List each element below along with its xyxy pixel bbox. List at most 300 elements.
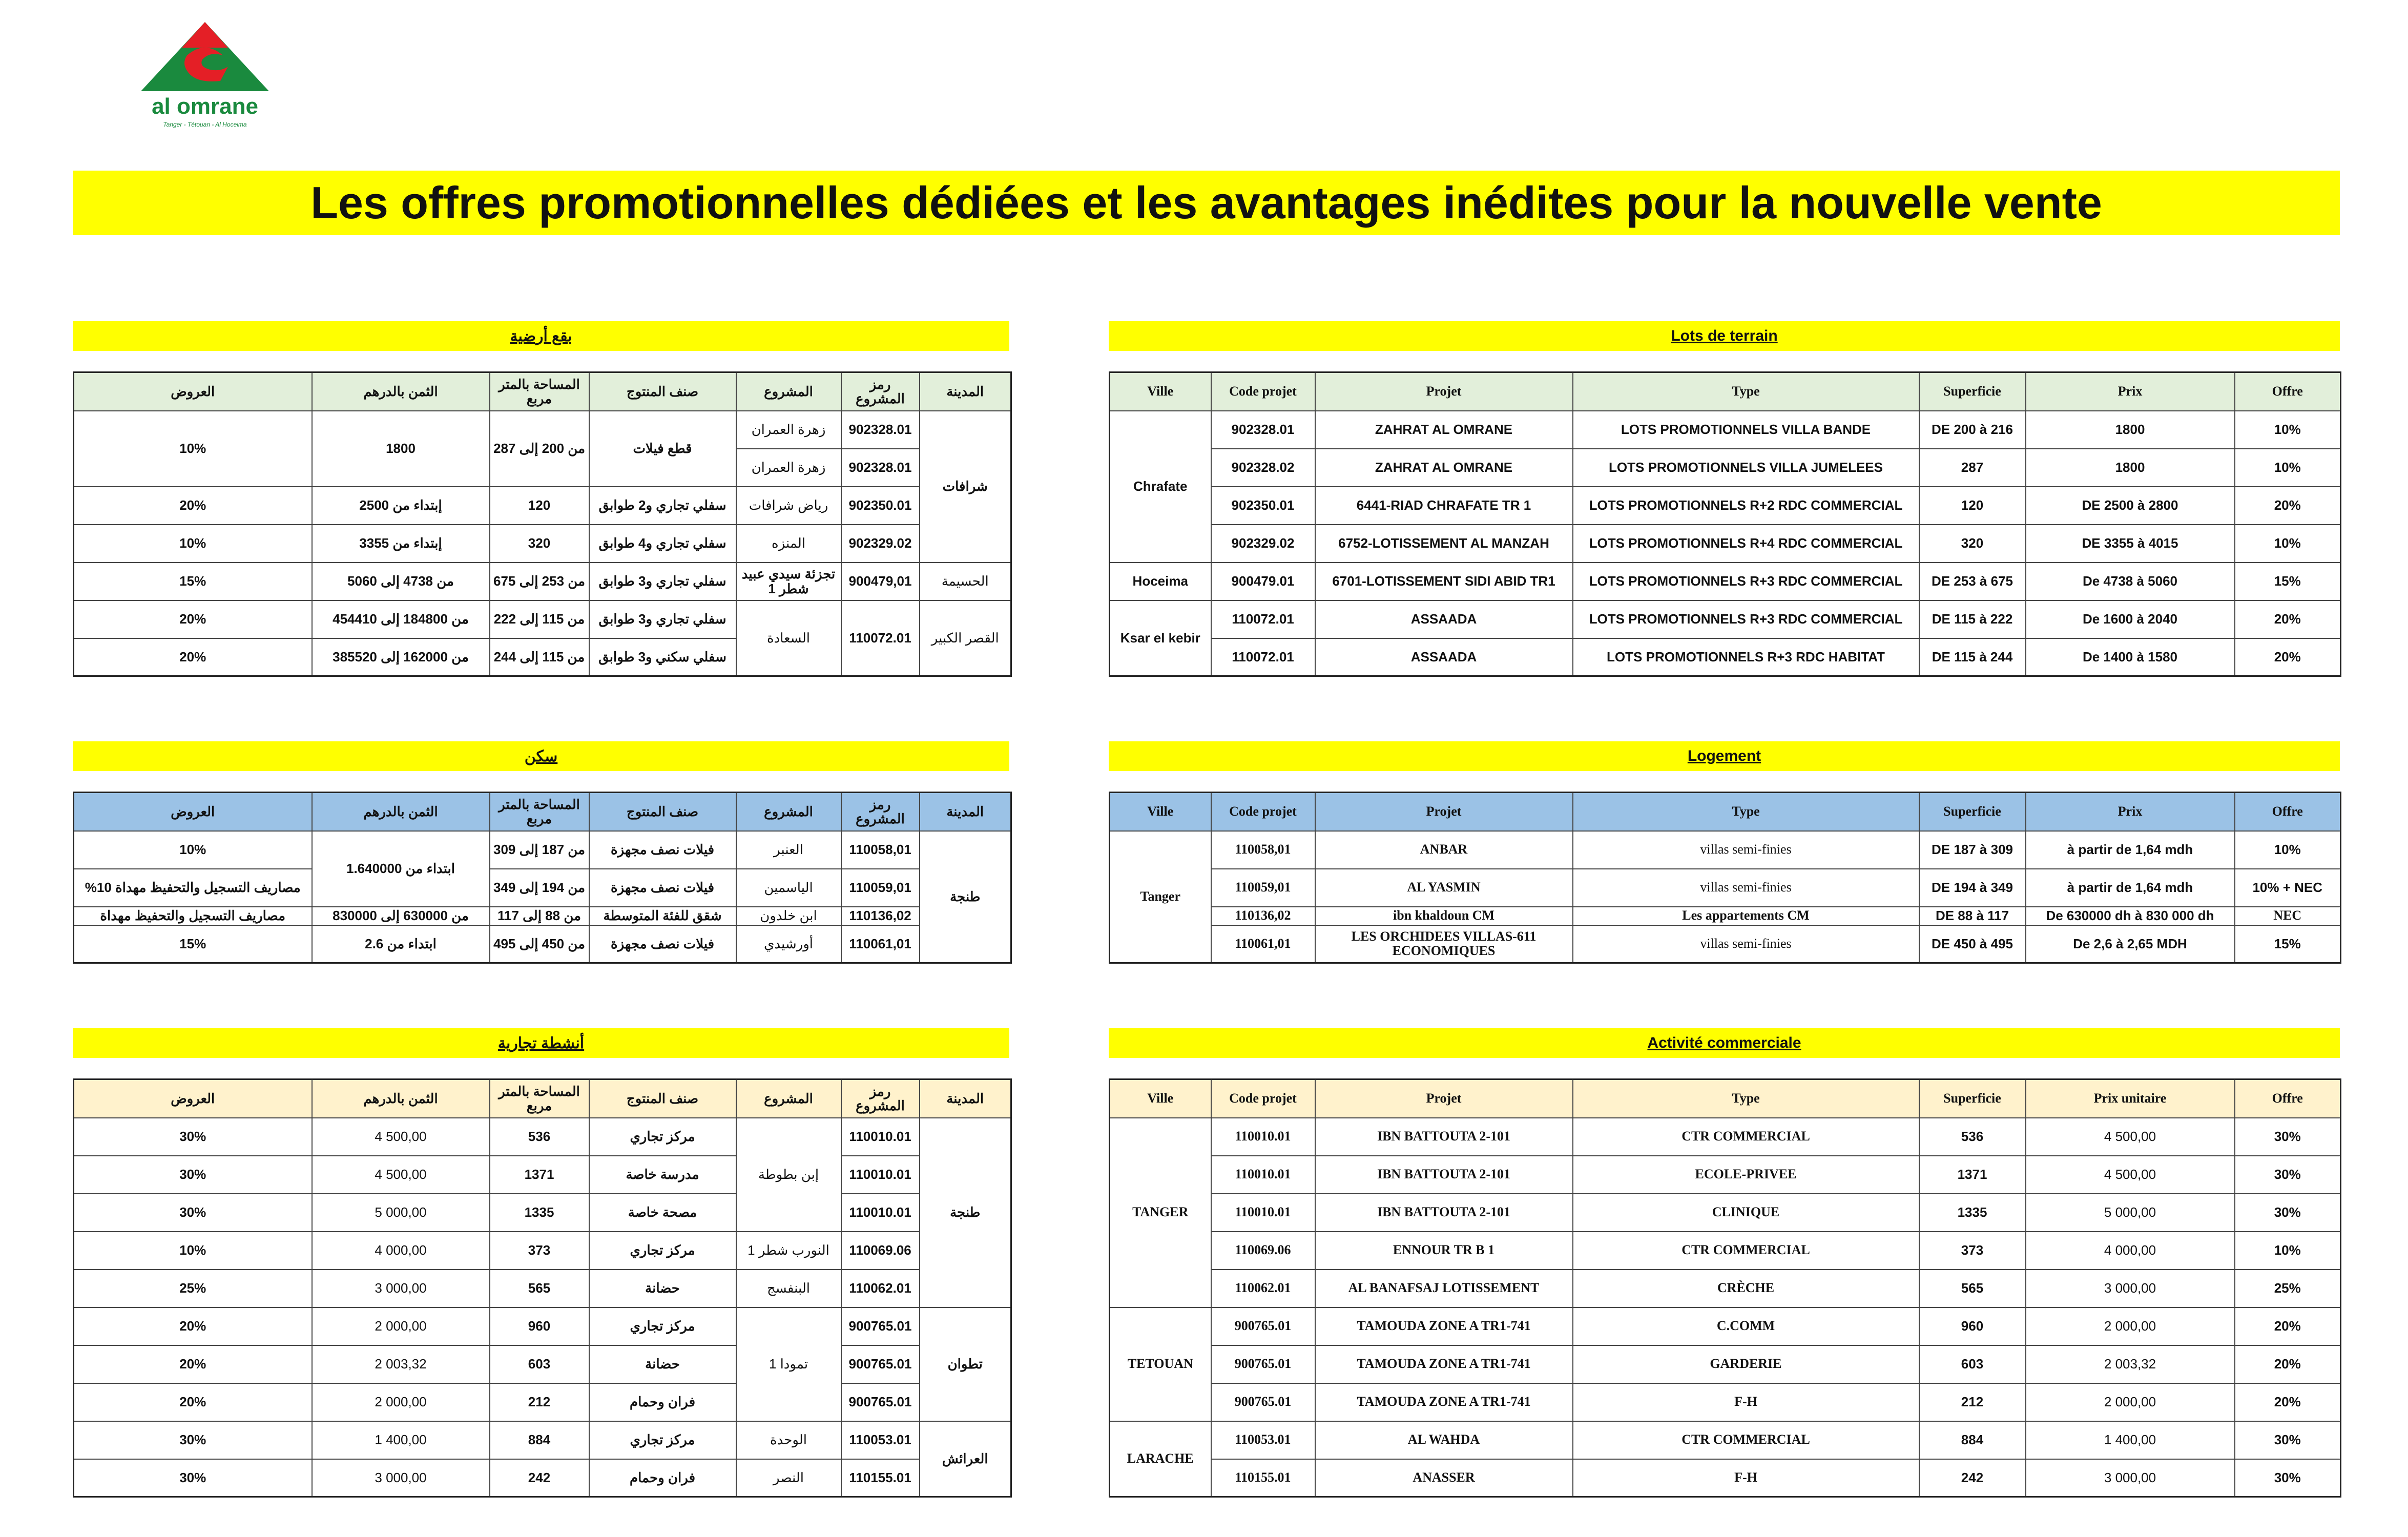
cell-area: 373 xyxy=(1919,1232,2026,1270)
cell-project: ENNOUR TR B 1 xyxy=(1315,1232,1573,1270)
cell-area: 242 xyxy=(1919,1459,2026,1497)
cell-type: LOTS PROMOTIONNELS VILLA BANDE xyxy=(1573,411,1919,449)
cell-code: 902329.02 xyxy=(841,525,920,563)
cell-offer: 20% xyxy=(2235,1383,2341,1421)
cell-project: ANASSER xyxy=(1315,1459,1573,1497)
cell-price: 1800 xyxy=(312,411,490,487)
table-fr-land xyxy=(1109,371,2341,677)
cell-type: CLINIQUE xyxy=(1573,1194,1919,1232)
cell-area: DE 115 à 222 xyxy=(1919,600,2026,638)
cell-price: ابتداء من 2.6 xyxy=(312,925,490,963)
col-code: Code projet xyxy=(1211,372,1315,411)
cell-code: 110010.01 xyxy=(841,1118,920,1156)
cell-type: villas semi-finies xyxy=(1573,925,1919,963)
cell-project: أورشيدي xyxy=(736,925,841,963)
cell-type: مصحة خاصة xyxy=(589,1194,736,1232)
cell-offer: 10% xyxy=(2235,449,2341,487)
cell-type: سفلي تجاري و4 طوابق xyxy=(589,525,736,563)
cell-price: 2 000,00 xyxy=(2026,1307,2235,1345)
cell-offer: 30% xyxy=(2235,1118,2341,1156)
col-project: المشروع xyxy=(736,793,841,831)
cell-area: DE 450 à 495 xyxy=(1919,925,2026,963)
cell-offer: 20% xyxy=(74,638,312,676)
cell-offer: 20% xyxy=(2235,487,2341,525)
cell-project: ANBAR xyxy=(1315,831,1573,869)
cell-project: 6441-RIAD CHRAFATE TR 1 xyxy=(1315,487,1573,525)
cell-area: 884 xyxy=(1919,1421,2026,1459)
cell-area: 1335 xyxy=(1919,1194,2026,1232)
cell-area: 960 xyxy=(490,1307,589,1345)
cell-code: 110061,01 xyxy=(1211,925,1315,963)
cell-project: AL WAHDA xyxy=(1315,1421,1573,1459)
cell-project: AL YASMIN xyxy=(1315,869,1573,907)
cell-type: سفلي سكني و3 طوابق xyxy=(589,638,736,676)
table-ar-commercial xyxy=(73,1078,1012,1498)
section-title-ar-housing: سكن xyxy=(73,741,1009,771)
cell-project: ASSAADA xyxy=(1315,600,1573,638)
cell-offer: 10% xyxy=(2235,411,2341,449)
cell-type: villas semi-finies xyxy=(1573,831,1919,869)
cell-project: TAMOUDA ZONE A TR1-741 xyxy=(1315,1307,1573,1345)
cell-type: مركز تجاري xyxy=(589,1232,736,1270)
col-project: Projet xyxy=(1315,793,1573,831)
cell-project: ibn khaldoun CM xyxy=(1315,907,1573,925)
cell-project: IBN BATTOUTA 2-101 xyxy=(1315,1194,1573,1232)
cell-type: villas semi-finies xyxy=(1573,869,1919,907)
cell-offer: 30% xyxy=(74,1118,312,1156)
cell-type: Les appartements CM xyxy=(1573,907,1919,925)
cell-area: 242 xyxy=(490,1459,589,1497)
col-project: المشروع xyxy=(736,1079,841,1118)
cell-price: 2 003,32 xyxy=(2026,1345,2235,1383)
cell-offer: 30% xyxy=(74,1459,312,1497)
cell-code: 900479.01 xyxy=(1211,563,1315,600)
cell-price: 4 000,00 xyxy=(312,1232,490,1270)
cell-project: إبن بطوطة xyxy=(736,1118,841,1232)
cell-offer: 10% + NEC xyxy=(2235,869,2341,907)
cell-project: زهرة العمران xyxy=(736,449,841,487)
cell-price: 4 000,00 xyxy=(2026,1232,2235,1270)
logo-tagline: Tanger - Tétouan - Al Hoceima xyxy=(163,121,247,128)
cell-type: فران وحمام xyxy=(589,1459,736,1497)
cell-price: à partir de 1,64 mdh xyxy=(2026,869,2235,907)
cell-code: 110155.01 xyxy=(1211,1459,1315,1497)
cell-project: الياسمين xyxy=(736,869,841,907)
cell-area: 212 xyxy=(490,1383,589,1421)
cell-area: 884 xyxy=(490,1421,589,1459)
cell-offer: 30% xyxy=(2235,1421,2341,1459)
section-title-fr-land: Lots de terrain xyxy=(1109,321,2340,351)
col-area: Superficie xyxy=(1919,372,2026,411)
cell-type: LOTS PROMOTIONNELS R+2 RDC COMMERCIAL xyxy=(1573,487,1919,525)
cell-code: 110010.01 xyxy=(1211,1118,1315,1156)
cell-code: 900765.01 xyxy=(841,1345,920,1383)
cell-area: 320 xyxy=(1919,525,2026,563)
cell-area: DE 194 à 349 xyxy=(1919,869,2026,907)
col-city: Ville xyxy=(1110,372,1211,411)
table-fr-commercial xyxy=(1109,1078,2341,1498)
cell-offer: 15% xyxy=(2235,925,2341,963)
cell-offer: 30% xyxy=(74,1194,312,1232)
section-title-fr-commercial: Activité commerciale xyxy=(1109,1028,2340,1058)
cell-type: LOTS PROMOTIONNELS VILLA JUMELEES xyxy=(1573,449,1919,487)
cell-project: تمودا 1 xyxy=(736,1307,841,1421)
cell-project: AL BANAFSAJ LOTISSEMENT xyxy=(1315,1270,1573,1307)
cell-code: 110136,02 xyxy=(1211,907,1315,925)
cell-type: LOTS PROMOTIONNELS R+4 RDC COMMERCIAL xyxy=(1573,525,1919,563)
cell-price: ابتداء من 1.640000 xyxy=(312,831,490,907)
cell-offer: 30% xyxy=(2235,1156,2341,1194)
cell-price: 1 400,00 xyxy=(2026,1421,2235,1459)
cell-price: DE 2500 à 2800 xyxy=(2026,487,2235,525)
cell-code: 902350.01 xyxy=(841,487,920,525)
cell-type: CRÈCHE xyxy=(1573,1270,1919,1307)
col-type: صنف المنتوج xyxy=(589,372,736,411)
col-price: الثمن بالدرهم xyxy=(312,372,490,411)
cell-offer: 30% xyxy=(2235,1194,2341,1232)
col-type: صنف المنتوج xyxy=(589,1079,736,1118)
col-area: المساحة بالمتر مربع xyxy=(490,372,589,411)
table-ar-land xyxy=(73,371,1012,677)
cell-project: العنبر xyxy=(736,831,841,869)
cell-area: 536 xyxy=(490,1118,589,1156)
cell-type: مركز تجاري xyxy=(589,1307,736,1345)
section-title-ar-land: بقع أرضية xyxy=(73,321,1009,351)
cell-type: LOTS PROMOTIONNELS R+3 RDC HABITAT xyxy=(1573,638,1919,676)
cell-project: الوحدة xyxy=(736,1421,841,1459)
cell-price: De 1600 à 2040 xyxy=(2026,600,2235,638)
col-offer: العروض xyxy=(74,372,312,411)
cell-project: ابن خلدون xyxy=(736,907,841,925)
col-code: Code projet xyxy=(1211,1079,1315,1118)
cell-area: DE 88 à 117 xyxy=(1919,907,2026,925)
cell-price: De 1400 à 1580 xyxy=(2026,638,2235,676)
cell-code: 900765.01 xyxy=(841,1307,920,1345)
cell-project: البنفسج xyxy=(736,1270,841,1307)
cell-price: à partir de 1,64 mdh xyxy=(2026,831,2235,869)
cell-offer: 10% xyxy=(74,1232,312,1270)
cell-type: LOTS PROMOTIONNELS R+3 RDC COMMERCIAL xyxy=(1573,600,1919,638)
col-price: الثمن بالدرهم xyxy=(312,1079,490,1118)
cell-code: 900479,01 xyxy=(841,563,920,600)
col-area: المساحة بالمتر مربع xyxy=(490,1079,589,1118)
cell-type: LOTS PROMOTIONNELS R+3 RDC COMMERCIAL xyxy=(1573,563,1919,600)
cell-type: حضانة xyxy=(589,1345,736,1383)
cell-code: 902329.02 xyxy=(1211,525,1315,563)
cell-type: فيلات نصف مجهزة xyxy=(589,925,736,963)
cell-city: TETOUAN xyxy=(1110,1307,1211,1421)
cell-price: من 630000 إلى 830000 xyxy=(312,907,490,925)
cell-code: 110010.01 xyxy=(1211,1156,1315,1194)
cell-project: ZAHRAT AL OMRANE xyxy=(1315,411,1573,449)
cell-area: 565 xyxy=(1919,1270,2026,1307)
cell-area: 212 xyxy=(1919,1383,2026,1421)
cell-offer: 20% xyxy=(74,1383,312,1421)
cell-project: 6701-LOTISSEMENT SIDI ABID TR1 xyxy=(1315,563,1573,600)
cell-area: 565 xyxy=(490,1270,589,1307)
logo xyxy=(138,19,272,137)
col-city: Ville xyxy=(1110,1079,1211,1118)
cell-offer: NEC xyxy=(2235,907,2341,925)
cell-project: TAMOUDA ZONE A TR1-741 xyxy=(1315,1345,1573,1383)
cell-area: من 194 إلى 349 xyxy=(490,869,589,907)
cell-area: من 115 إلى 222 xyxy=(490,600,589,638)
cell-price: من 162000 إلى 385520 xyxy=(312,638,490,676)
cell-offer: 20% xyxy=(74,600,312,638)
col-price: Prix xyxy=(2026,793,2235,831)
cell-area: من 88 إلى 117 xyxy=(490,907,589,925)
cell-area: DE 187 à 309 xyxy=(1919,831,2026,869)
col-type: Type xyxy=(1573,793,1919,831)
cell-offer: 25% xyxy=(2235,1270,2341,1307)
cell-type: شقق للفئة المتوسطة xyxy=(589,907,736,925)
cell-price: 2 000,00 xyxy=(312,1307,490,1345)
cell-code: 110053.01 xyxy=(1211,1421,1315,1459)
cell-price: 1 400,00 xyxy=(312,1421,490,1459)
cell-city: طنجة xyxy=(920,1118,1011,1307)
cell-type: قطع فيلات xyxy=(589,411,736,487)
cell-type: مركز تجاري xyxy=(589,1118,736,1156)
col-project: المشروع xyxy=(736,372,841,411)
cell-city: Hoceima xyxy=(1110,563,1211,600)
col-offer: العروض xyxy=(74,793,312,831)
col-area: المساحة بالمتر مربع xyxy=(490,793,589,831)
cell-code: 110155.01 xyxy=(841,1459,920,1497)
cell-offer: 10% xyxy=(2235,1232,2341,1270)
cell-code: 110061,01 xyxy=(841,925,920,963)
cell-project: النورب شطر 1 xyxy=(736,1232,841,1270)
cell-city: Tanger xyxy=(1110,831,1211,963)
cell-type: فران وحمام xyxy=(589,1383,736,1421)
cell-offer: 20% xyxy=(2235,1345,2341,1383)
cell-price: De 4738 à 5060 xyxy=(2026,563,2235,600)
cell-price: 2 000,00 xyxy=(2026,1383,2235,1421)
cell-price: 3 000,00 xyxy=(2026,1459,2235,1497)
cell-type: CTR COMMERCIAL xyxy=(1573,1118,1919,1156)
cell-city: Ksar el kebir xyxy=(1110,600,1211,676)
col-unit-price: Prix unitaire xyxy=(2026,1079,2235,1118)
cell-type: F-H xyxy=(1573,1459,1919,1497)
cell-offer: 10% xyxy=(2235,831,2341,869)
col-type: Type xyxy=(1573,1079,1919,1118)
cell-price: إبتداء من 2500 xyxy=(312,487,490,525)
section-title-fr-housing: Logement xyxy=(1109,741,2340,771)
cell-area: من 253 إلى 675 xyxy=(490,563,589,600)
cell-type: CTR COMMERCIAL xyxy=(1573,1421,1919,1459)
cell-price: 3 000,00 xyxy=(312,1459,490,1497)
cell-offer: 10% xyxy=(74,525,312,563)
cell-type: سفلي تجاري و3 طوابق xyxy=(589,563,736,600)
cell-city: شرافات xyxy=(920,411,1011,563)
cell-offer: 10% xyxy=(74,411,312,487)
cell-project: النصر xyxy=(736,1459,841,1497)
cell-area: 960 xyxy=(1919,1307,2026,1345)
col-area: Superficie xyxy=(1919,1079,2026,1118)
cell-code: 110058,01 xyxy=(841,831,920,869)
cell-price: 5 000,00 xyxy=(312,1194,490,1232)
cell-city: Chrafate xyxy=(1110,411,1211,563)
col-city: Ville xyxy=(1110,793,1211,831)
col-type: Type xyxy=(1573,372,1919,411)
cell-project: زهرة العمران xyxy=(736,411,841,449)
page-title: Les offres promotionnelles dédiées et les avantages inédites pour la nouvelle vente xyxy=(73,171,2340,235)
cell-code: 110072.01 xyxy=(841,600,920,676)
cell-code: 110136,02 xyxy=(841,907,920,925)
cell-area: 287 xyxy=(1919,449,2026,487)
cell-price: 1800 xyxy=(2026,411,2235,449)
cell-code: 110010.01 xyxy=(841,1156,920,1194)
cell-area: من 115 إلى 244 xyxy=(490,638,589,676)
cell-code: 902350.01 xyxy=(1211,487,1315,525)
cell-offer: 20% xyxy=(2235,600,2341,638)
cell-price: 1800 xyxy=(2026,449,2235,487)
table-fr-housing xyxy=(1109,792,2341,964)
col-code: Code projet xyxy=(1211,793,1315,831)
cell-price: 4 500,00 xyxy=(2026,1156,2235,1194)
cell-offer: 10% xyxy=(2235,525,2341,563)
cell-project: 6752-LOTISSEMENT AL MANZAH xyxy=(1315,525,1573,563)
cell-type: F-H xyxy=(1573,1383,1919,1421)
cell-type: سفلي تجاري و2 طوابق xyxy=(589,487,736,525)
cell-city: طنجة xyxy=(920,831,1011,963)
cell-area: 373 xyxy=(490,1232,589,1270)
cell-code: 902328.01 xyxy=(841,411,920,449)
cell-city: تطوان xyxy=(920,1307,1011,1421)
cell-project: IBN BATTOUTA 2-101 xyxy=(1315,1118,1573,1156)
cell-price: 4 500,00 xyxy=(312,1156,490,1194)
section-title-ar-commercial: أنشطة تجارية xyxy=(73,1028,1009,1058)
cell-price: 4 500,00 xyxy=(2026,1118,2235,1156)
cell-area: DE 200 à 216 xyxy=(1919,411,2026,449)
cell-area: 603 xyxy=(1919,1345,2026,1383)
col-city: المدينة xyxy=(920,793,1011,831)
col-city: المدينة xyxy=(920,372,1011,411)
cell-code: 900765.01 xyxy=(1211,1383,1315,1421)
cell-code: 900765.01 xyxy=(841,1383,920,1421)
cell-price: De 630000 dh à 830 000 dh xyxy=(2026,907,2235,925)
cell-city: LARACHE xyxy=(1110,1421,1211,1497)
cell-area: 1371 xyxy=(1919,1156,2026,1194)
cell-code: 110010.01 xyxy=(1211,1194,1315,1232)
cell-price: إبتداء من 3355 xyxy=(312,525,490,563)
cell-type: حضانة xyxy=(589,1270,736,1307)
cell-offer: 15% xyxy=(2235,563,2341,600)
cell-project: ASSAADA xyxy=(1315,638,1573,676)
cell-offer: مصاريف التسجيل والتحفيظ مهداة xyxy=(74,907,312,925)
cell-area: 603 xyxy=(490,1345,589,1383)
cell-offer: 30% xyxy=(74,1156,312,1194)
cell-project: المنزه xyxy=(736,525,841,563)
cell-price: 2 000,00 xyxy=(312,1383,490,1421)
cell-price: من 184800 إلى 454410 xyxy=(312,600,490,638)
col-code: رمز المشروع xyxy=(841,1079,920,1118)
cell-type: C.COMM xyxy=(1573,1307,1919,1345)
cell-offer: 20% xyxy=(74,1345,312,1383)
cell-city: القصر الكبير xyxy=(920,600,1011,676)
col-area: Superficie xyxy=(1919,793,2026,831)
cell-type: مدرسة خاصة xyxy=(589,1156,736,1194)
cell-offer: 30% xyxy=(74,1421,312,1459)
cell-area: 1371 xyxy=(490,1156,589,1194)
logo-name: al omrane xyxy=(152,94,258,119)
cell-city: العرائش xyxy=(920,1421,1011,1497)
col-city: المدينة xyxy=(920,1079,1011,1118)
col-price: الثمن بالدرهم xyxy=(312,793,490,831)
cell-offer: 10% xyxy=(74,831,312,869)
cell-code: 902328.01 xyxy=(841,449,920,487)
cell-type: CTR COMMERCIAL xyxy=(1573,1232,1919,1270)
cell-code: 110062.01 xyxy=(841,1270,920,1307)
cell-project: ZAHRAT AL OMRANE xyxy=(1315,449,1573,487)
cell-area: من 200 إلى 287 xyxy=(490,411,589,487)
col-offer: Offre xyxy=(2235,793,2341,831)
cell-project: IBN BATTOUTA 2-101 xyxy=(1315,1156,1573,1194)
cell-code: 110059,01 xyxy=(841,869,920,907)
cell-code: 110053.01 xyxy=(841,1421,920,1459)
cell-code: 110069.06 xyxy=(841,1232,920,1270)
cell-area: DE 253 à 675 xyxy=(1919,563,2026,600)
cell-area: 120 xyxy=(1919,487,2026,525)
col-offer: العروض xyxy=(74,1079,312,1118)
col-price: Prix xyxy=(2026,372,2235,411)
cell-code: 900765.01 xyxy=(1211,1307,1315,1345)
cell-price: 2 003,32 xyxy=(312,1345,490,1383)
cell-city: الحسيمة xyxy=(920,563,1011,600)
cell-offer: 25% xyxy=(74,1270,312,1307)
cell-area: 536 xyxy=(1919,1118,2026,1156)
cell-area: 320 xyxy=(490,525,589,563)
cell-price: DE 3355 à 4015 xyxy=(2026,525,2235,563)
cell-price: من 4738 إلى 5060 xyxy=(312,563,490,600)
cell-price: 3 000,00 xyxy=(2026,1270,2235,1307)
cell-code: 110010.01 xyxy=(841,1194,920,1232)
cell-project: LES ORCHIDEES VILLAS-611 ECONOMIQUES xyxy=(1315,925,1573,963)
cell-project: TAMOUDA ZONE A TR1-741 xyxy=(1315,1383,1573,1421)
cell-area: 120 xyxy=(490,487,589,525)
cell-code: 110059,01 xyxy=(1211,869,1315,907)
logo-mark-icon xyxy=(138,19,272,96)
cell-code: 902328.02 xyxy=(1211,449,1315,487)
col-project: Projet xyxy=(1315,372,1573,411)
cell-offer: 20% xyxy=(74,1307,312,1345)
cell-area: من 450 إلى 495 xyxy=(490,925,589,963)
cell-price: 5 000,00 xyxy=(2026,1194,2235,1232)
cell-area: 1335 xyxy=(490,1194,589,1232)
cell-code: 110072.01 xyxy=(1211,600,1315,638)
cell-project: رياض شرافات xyxy=(736,487,841,525)
cell-code: 900765.01 xyxy=(1211,1345,1315,1383)
col-project: Projet xyxy=(1315,1079,1573,1118)
col-code: رمز المشروع xyxy=(841,793,920,831)
cell-offer: 15% xyxy=(74,925,312,963)
cell-code: 110069.06 xyxy=(1211,1232,1315,1270)
cell-code: 110062.01 xyxy=(1211,1270,1315,1307)
cell-price: 4 500,00 xyxy=(312,1118,490,1156)
cell-price: 3 000,00 xyxy=(312,1270,490,1307)
cell-offer: 20% xyxy=(2235,1307,2341,1345)
cell-area: DE 115 à 244 xyxy=(1919,638,2026,676)
cell-code: 902328.01 xyxy=(1211,411,1315,449)
cell-area: من 187 إلى 309 xyxy=(490,831,589,869)
cell-city: TANGER xyxy=(1110,1118,1211,1307)
cell-code: 110072.01 xyxy=(1211,638,1315,676)
cell-offer: مصاريف التسجيل والتحفيظ مهداة 10% xyxy=(74,869,312,907)
cell-price: De 2,6 à 2,65 MDH xyxy=(2026,925,2235,963)
cell-type: GARDERIE xyxy=(1573,1345,1919,1383)
cell-type: فيلات نصف مجهزة xyxy=(589,869,736,907)
col-code: رمز المشروع xyxy=(841,372,920,411)
cell-type: فيلات نصف مجهزة xyxy=(589,831,736,869)
